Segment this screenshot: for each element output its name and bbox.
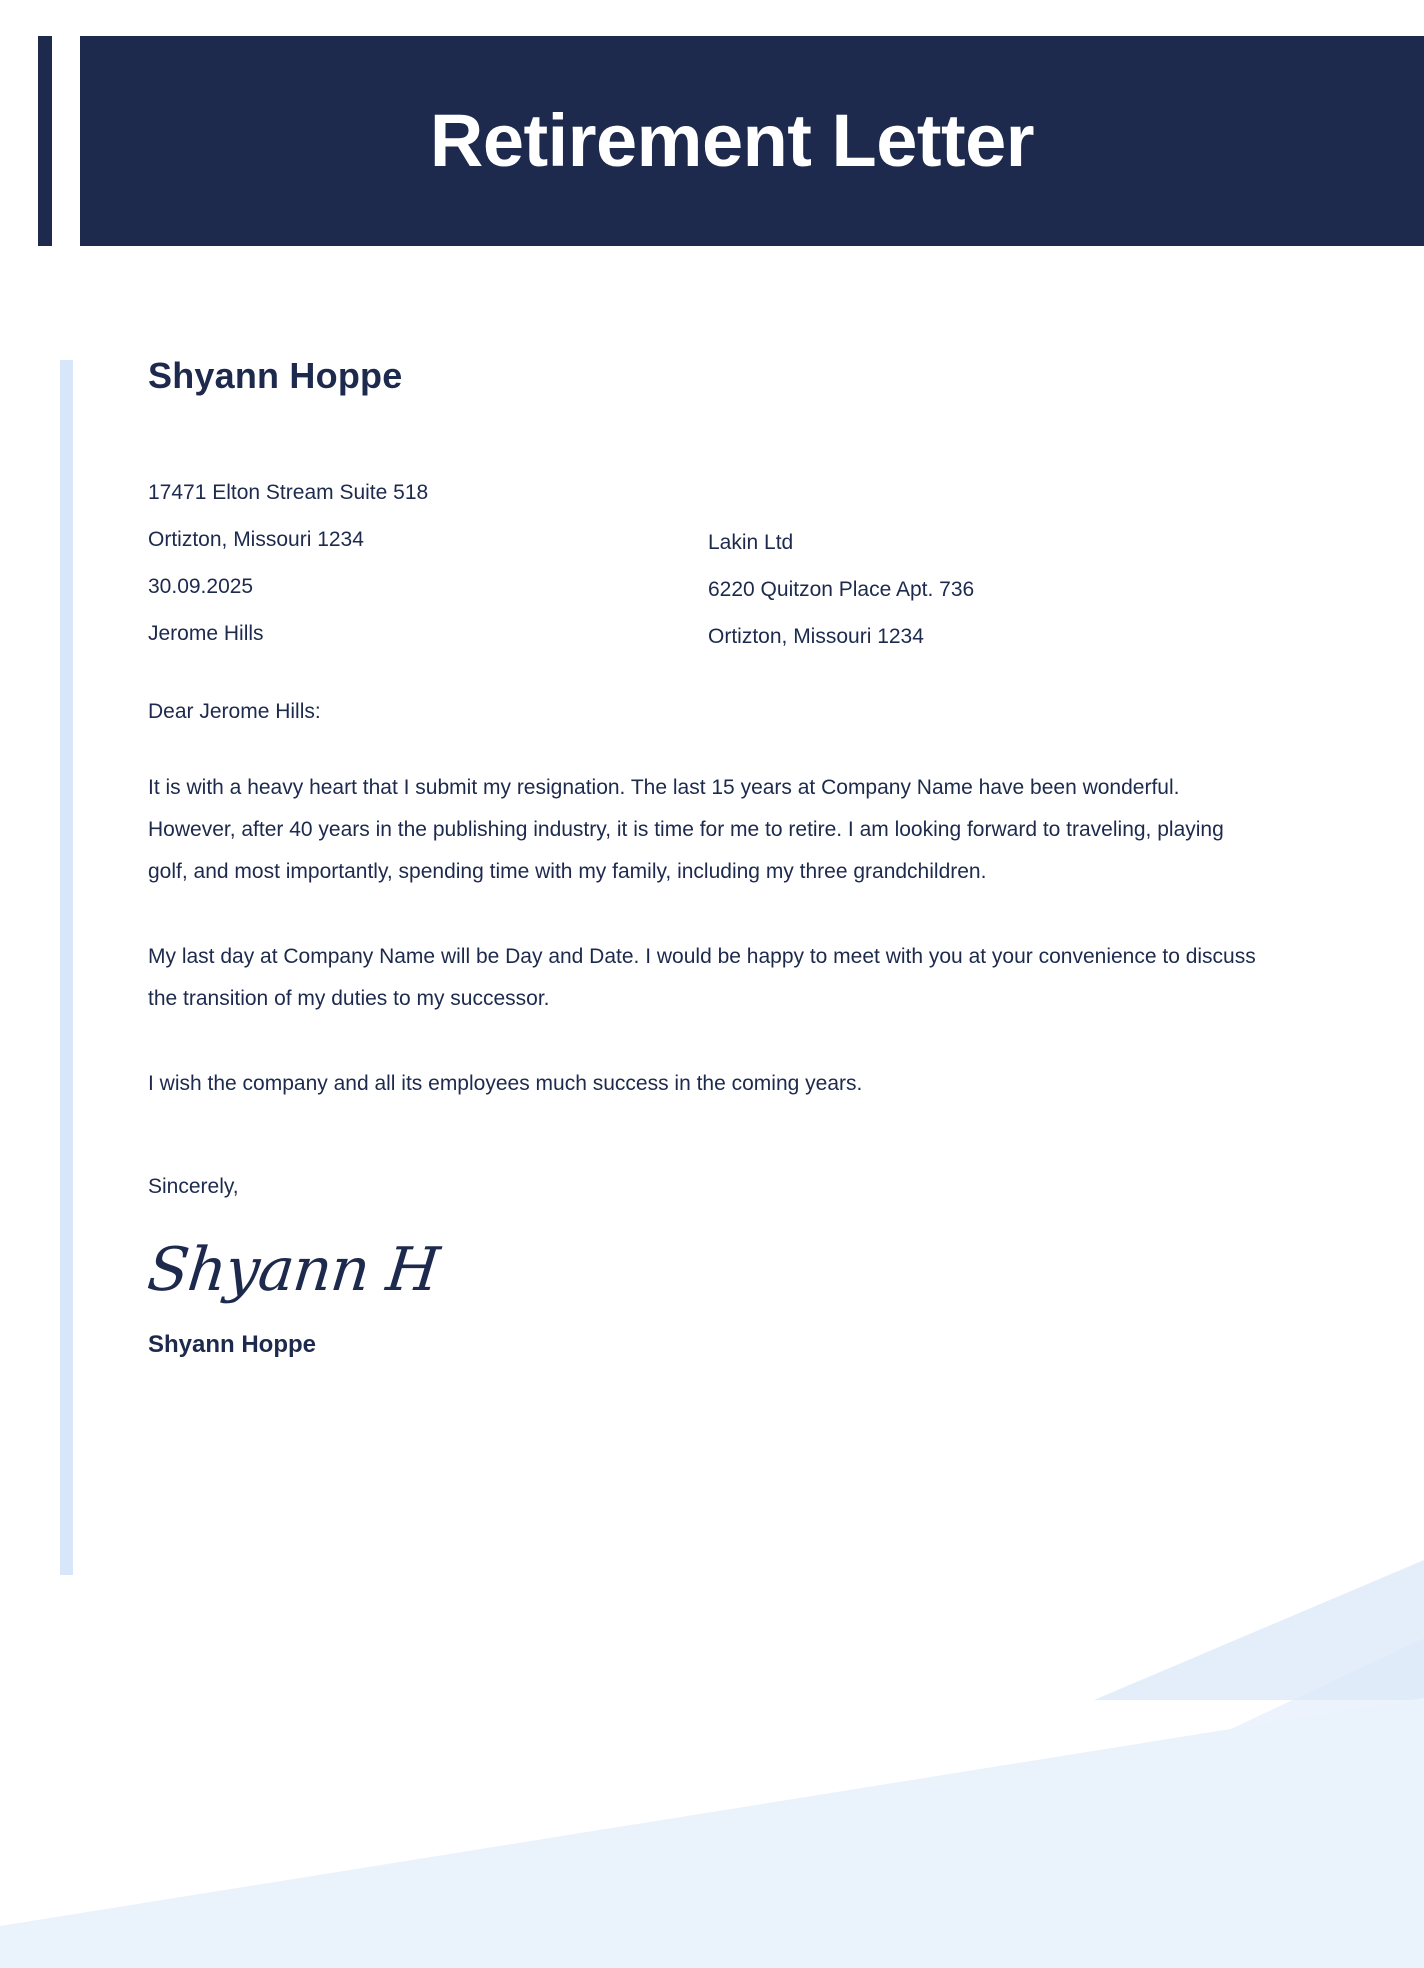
- sender-address: [148, 469, 708, 660]
- recipient-address-line: Lakin Ltd: [708, 531, 794, 554]
- sender-address-line: 30.09.2025: [148, 575, 254, 598]
- letter-paragraph-1: It is with a heavy heart that I submit my resignation. The last 15 years at Company Name have been wonderful. However, after 40 years in the publishing industry, it is time for me to retire. I am looking forward to traveling, playing golf, and most importantly, spending time with my family, including my three grandchildren.: [148, 776, 1224, 883]
- header-accent-bar: [38, 36, 52, 246]
- left-accent-rule: [60, 360, 73, 1575]
- recipient-address-line: Ortizton, Missouri 1234: [708, 625, 924, 648]
- page-title: Retirement Letter: [429, 99, 1035, 182]
- sender-name: Shyann Hoppe: [148, 355, 403, 396]
- letter-header: [0, 36, 1424, 246]
- header-banner: [80, 36, 1424, 246]
- signer-name: Shyann Hoppe: [148, 1331, 317, 1358]
- letter-body: [144, 355, 1278, 1359]
- footer-wave-decoration: [0, 1668, 1424, 1968]
- sender-address-line: Ortizton, Missouri 1234: [148, 528, 364, 551]
- closing-line: Sincerely,: [148, 1175, 239, 1198]
- signature-mark: Shyann H: [144, 1235, 442, 1305]
- recipient-address-line: 6220 Quitzon Place Apt. 736: [708, 578, 975, 601]
- sender-address-line: 17471 Elton Stream Suite 518: [148, 481, 429, 504]
- recipient-address: [708, 469, 974, 660]
- sender-address-line: Jerome Hills: [148, 622, 264, 645]
- address-block: [148, 469, 1278, 660]
- letter-paragraph-2: My last day at Company Name will be Day and Date. I would be happy to meet with you at your convenience to discuss the transition of my duties to my successor.: [148, 945, 1256, 1010]
- letter-paragraph-3: I wish the company and all its employees much success in the coming years.: [148, 1072, 863, 1095]
- salutation: Dear Jerome Hills:: [148, 700, 321, 723]
